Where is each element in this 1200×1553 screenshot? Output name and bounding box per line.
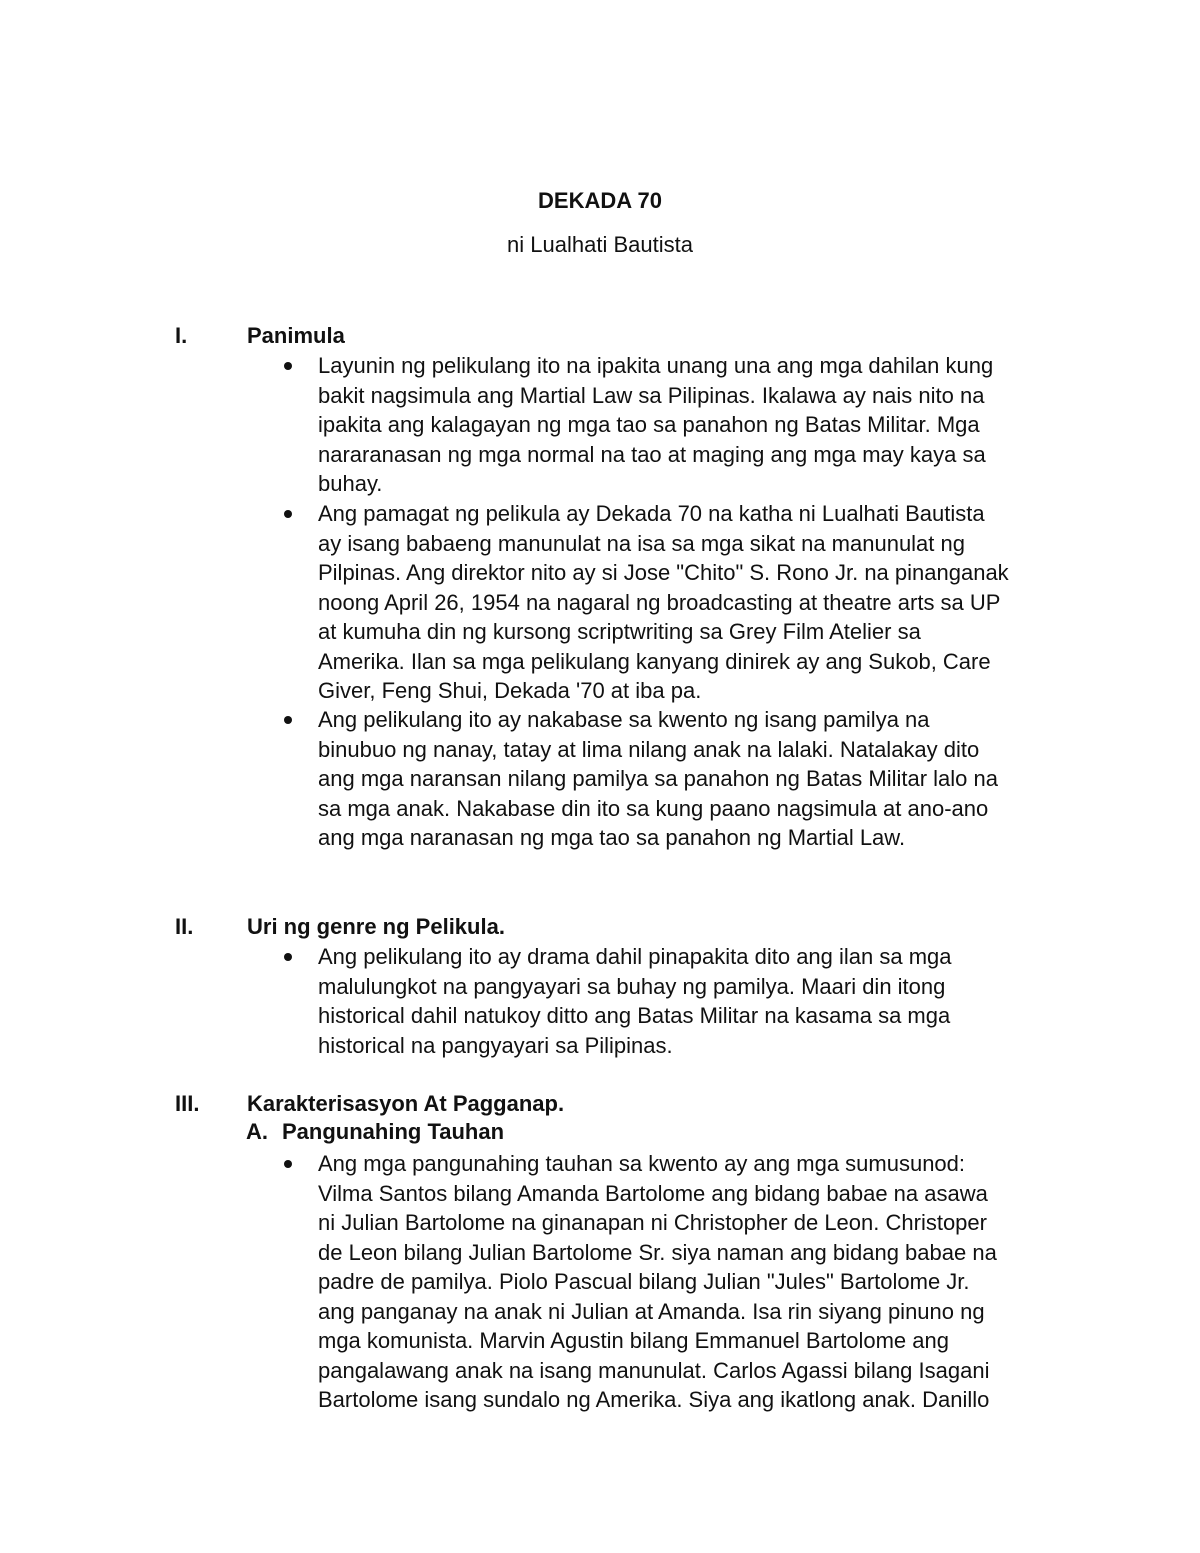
text-line: Amerika. Ilan sa mga pelikulang kanyang dinirek ay ang Sukob, Care: [318, 648, 991, 674]
section-number: I.: [175, 323, 188, 348]
text-line: sa mga anak. Nakabase din ito sa kung paano nagsimula at ano-ano: [318, 795, 989, 821]
document-author: ni Lualhati Bautista: [507, 232, 693, 257]
text-line: ang mga naransan nilang pamilya sa panahon ng Batas Militar lalo na: [318, 766, 998, 791]
section-title: Uri ng genre ng Pelikula.: [247, 914, 505, 939]
bullet-icon: [284, 362, 292, 370]
text-line: Giver, Feng Shui, Dekada '70 at iba pa.: [318, 678, 702, 703]
text-line: ang mga naranasan ng mga tao sa panahon ng Martial Law.: [318, 825, 906, 850]
section-title: Karakterisasyon At Pagganap.: [247, 1091, 565, 1116]
list-item: [318, 499, 1078, 706]
text-line: Ang mga pangunahing tauhan sa kwento ay ang mga sumusunod:: [318, 1151, 966, 1176]
text-line: Bartolome isang sundalo ng Amerika. Siya ang ikatlong anak. Danillo: [318, 1387, 990, 1412]
text-line: pangalawang anak na isang manunulat. Carlos Agassi bilang Isagani: [318, 1357, 990, 1383]
text-line: Ang pelikulang ito ay nakabase sa kwento ng isang pamilya na: [318, 707, 930, 732]
text-line: malulungkot na pangyayari sa buhay ng pamilya. Maari din itong: [318, 973, 946, 999]
text-line: ipakita ang kalagayan ng mga tao sa panahon ng Batas Militar. Mga: [318, 412, 980, 437]
text-line: binubuo ng nanay, tatay at lima nilang anak na lalaki. Natalakay dito: [318, 736, 980, 762]
text-line: ni Julian Bartolome na ginanapan ni Christopher de Leon. Christoper: [318, 1210, 987, 1235]
text-line: ay isang babaeng manunulat na isa sa mga sikat na manunulat ng: [318, 530, 965, 556]
bullet-icon: [284, 716, 292, 724]
list-item: [318, 351, 1078, 499]
text-line: Ang pelikulang ito ay drama dahil pinapakita dito ang ilan sa mga: [318, 944, 952, 969]
text-line: mga komunista. Marvin Agustin bilang Emmanuel Bartolome ang: [318, 1328, 949, 1353]
text-line: Ang pamagat ng pelikula ay Dekada 70 na katha ni Lualhati Bautista: [318, 501, 985, 526]
bullet-icon: [284, 953, 292, 961]
text-line: buhay.: [318, 471, 383, 496]
text-line: ang panganay na anak ni Julian at Amanda. Isa rin siyang pinuno ng: [318, 1298, 985, 1324]
text-line: historical dahil natukoy ditto ang Batas Militar na kasama sa mga: [318, 1003, 951, 1028]
list-item: [318, 1149, 1078, 1415]
section-number: II.: [175, 914, 194, 939]
text-line: nararanasan ng mga normal na tao at maging ang mga may kaya sa: [318, 441, 986, 467]
section-heading-karakterisasyon: [175, 1090, 564, 1118]
text-line: bakit nagsimula ang Martial Law sa Pilipinas. Ikalawa ay nais nito na: [318, 382, 985, 408]
text-line: Vilma Santos bilang Amanda Bartolome ang bidang babae na asawa: [318, 1180, 988, 1206]
list-item: [318, 705, 1078, 853]
text-line: Layunin ng pelikulang ito na ipakita unang una ang mga dahilan kung: [318, 353, 994, 378]
section-heading-panimula: [175, 322, 345, 350]
text-line: padre de pamilya. Piolo Pascual bilang Julian "Jules" Bartolome Jr.: [318, 1269, 970, 1294]
bullet-icon: [284, 1160, 292, 1168]
text-line: Pilpinas. Ang direktor nito ay si Jose "Chito" S. Rono Jr. na pinanganak: [318, 560, 1009, 585]
text-line: historical na pangyayari sa Pilipinas.: [318, 1032, 673, 1058]
subsection-heading-pangunahing-tauhan: [246, 1118, 504, 1146]
subsection-letter: A.: [246, 1119, 268, 1144]
text-line: noong April 26, 1954 na nagaral ng broadcasting at theatre arts sa UP: [318, 589, 1001, 615]
list-item: [318, 942, 1078, 1060]
section-heading-genre: [175, 913, 505, 941]
text-line: de Leon bilang Julian Bartolome Sr. siya naman ang bidang babae na: [318, 1239, 997, 1265]
bullet-icon: [284, 510, 292, 518]
document-title: DEKADA 70: [538, 188, 662, 213]
section-title: Panimula: [247, 323, 345, 348]
section-number: III.: [175, 1091, 200, 1116]
text-line: at kumuha din ng kursong scriptwriting sa Grey Film Atelier sa: [318, 619, 921, 644]
subsection-title: Pangunahing Tauhan: [282, 1119, 505, 1144]
